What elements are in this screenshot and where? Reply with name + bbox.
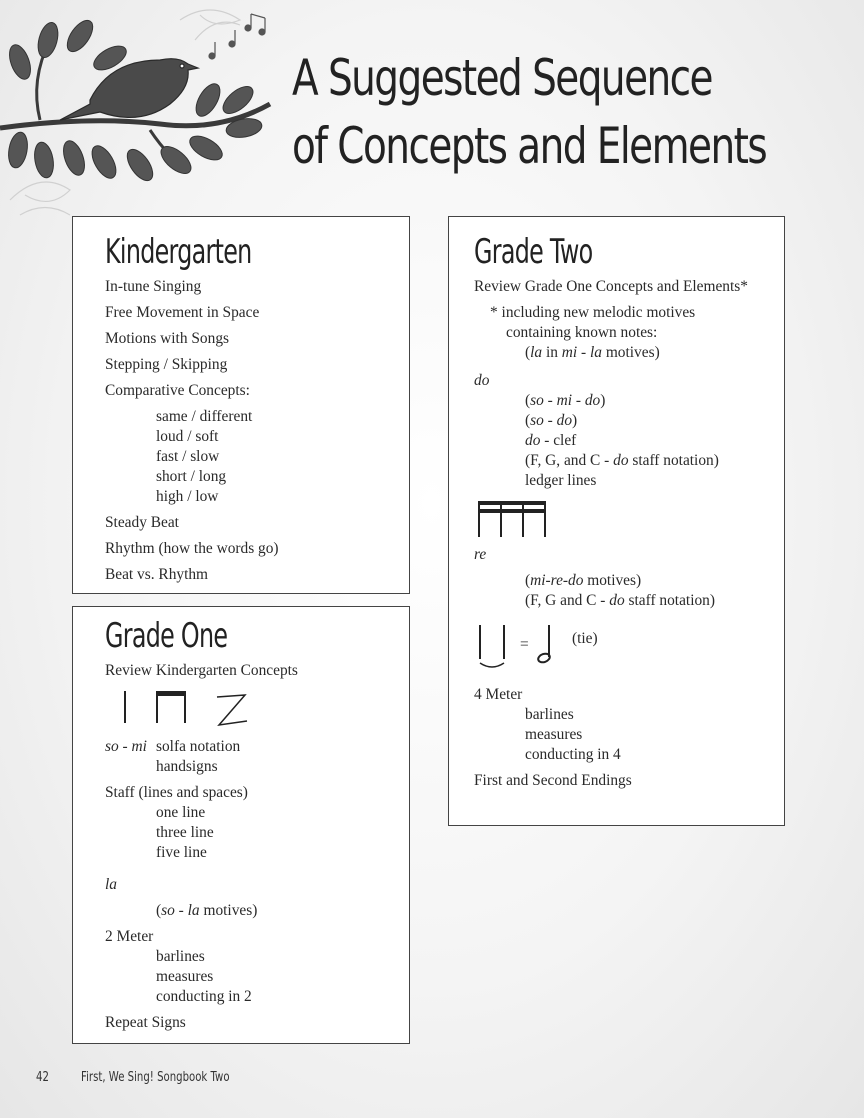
sub-item: (so - do)	[525, 412, 578, 429]
list-item: Free Movement in Space	[105, 304, 260, 321]
list-item: 2 Meter	[105, 928, 154, 945]
staff-notation-c: staff notation)	[628, 452, 719, 469]
half-note-icon	[536, 623, 556, 667]
list-item: re	[474, 546, 487, 563]
list-item: Rhythm (how the words go)	[105, 540, 279, 557]
title-line-2: of Concepts and Elements	[292, 117, 767, 175]
sub-item: handsigns	[156, 758, 218, 775]
re-notation-a: (F, G and C -	[525, 592, 610, 609]
grade-one-heading: Grade One	[105, 616, 228, 656]
tie-label: (tie)	[572, 630, 598, 647]
grade-two-heading: Grade Two	[474, 232, 593, 272]
sub-item: (so - mi - do)	[525, 392, 606, 409]
sub-item: five line	[156, 844, 207, 861]
list-item: 4 Meter	[474, 686, 523, 703]
sub-item: conducting in 4	[525, 746, 621, 763]
sub-item: (mi-re-do motives)	[525, 572, 642, 589]
note-line: containing known notes:	[506, 324, 658, 341]
sub-item: measures	[525, 726, 583, 743]
list-item: Review Kindergarten Concepts	[105, 662, 298, 679]
kindergarten-heading: Kindergarten	[105, 232, 252, 272]
sub-item: three line	[156, 824, 214, 841]
mi-la-text: mi - la	[561, 344, 602, 361]
list-item: In-tune Singing	[105, 278, 202, 295]
re-motive: mi-re-do	[530, 572, 584, 589]
do-clef-italic: do	[525, 432, 541, 449]
title-line-1: A Suggested Sequence	[292, 49, 712, 107]
list-item: First and Second Endings	[474, 772, 632, 789]
motives-text: motives)	[601, 344, 660, 361]
sub-item: measures	[156, 968, 214, 985]
note-line: * including new melodic motives	[490, 304, 696, 321]
staff-notation-b: do	[613, 452, 629, 469]
re-notation-c: staff notation)	[624, 592, 715, 609]
page-title	[292, 44, 766, 180]
re-notation-b: do	[609, 592, 625, 609]
sub-item: (so - la motives)	[156, 902, 258, 919]
sub-item: solfa notation	[156, 738, 241, 755]
list-item: do	[474, 372, 490, 389]
list-item: Steady Beat	[105, 514, 179, 531]
la-motive-rest: motives)	[199, 902, 258, 919]
sub-item	[474, 591, 784, 611]
sub-item: short / long	[156, 468, 227, 485]
kindergarten-box	[72, 216, 410, 594]
footer	[36, 1070, 271, 1085]
page-number: 42	[36, 1070, 49, 1085]
sub-item: fast / slow	[156, 448, 220, 465]
in-text: in	[542, 344, 562, 361]
sub-item: high / low	[156, 488, 219, 505]
rhythm-symbols-quarter-eighths-rest	[121, 687, 281, 731]
sub-item	[474, 451, 784, 471]
sub-item: barlines	[156, 948, 205, 965]
sub-item: same / different	[156, 408, 253, 425]
grade-one-box	[72, 606, 410, 1044]
la-text: la	[530, 344, 543, 361]
book-title: First, We Sing! Songbook Two	[80, 1070, 230, 1085]
list-item: Staff (lines and spaces)	[105, 784, 248, 801]
sub-item: conducting in 2	[156, 988, 252, 1005]
sub-item: one line	[156, 804, 206, 821]
la-motive-text: so - la	[161, 902, 200, 919]
do-clef-rest: - clef	[540, 432, 577, 449]
list-item: Stepping / Skipping	[105, 356, 228, 373]
staff-notation-a: (F, G, and C -	[525, 452, 614, 469]
grade-two-box	[448, 216, 785, 826]
list-item: Repeat Signs	[105, 1014, 186, 1031]
list-item: Motions with Songs	[105, 330, 230, 347]
sub-item: barlines	[525, 706, 574, 723]
sixteenth-notes-icon	[474, 499, 554, 543]
do-motive-2: so - do	[530, 412, 573, 429]
sub-item: loud / soft	[156, 428, 219, 445]
tied-quarter-notes-icon	[476, 623, 512, 673]
tie-row	[474, 623, 784, 679]
note-line: (la in mi - la motives)	[525, 344, 660, 361]
bird-branch-illustration	[0, 0, 290, 230]
list-item: la	[105, 876, 117, 893]
list-item: Beat vs. Rhythm	[105, 566, 209, 583]
list-item: Comparative Concepts:	[105, 382, 250, 399]
equals-sign: =	[520, 636, 529, 653]
do-motive-1: so - mi - do	[530, 392, 601, 409]
re-motive-rest: motives)	[583, 572, 642, 589]
bird-icon	[60, 59, 198, 120]
sub-item: ledger lines	[525, 472, 597, 489]
sub-item	[474, 431, 784, 451]
list-item: so - mi	[105, 738, 147, 755]
list-item: Review Grade One Concepts and Elements*	[474, 278, 748, 295]
